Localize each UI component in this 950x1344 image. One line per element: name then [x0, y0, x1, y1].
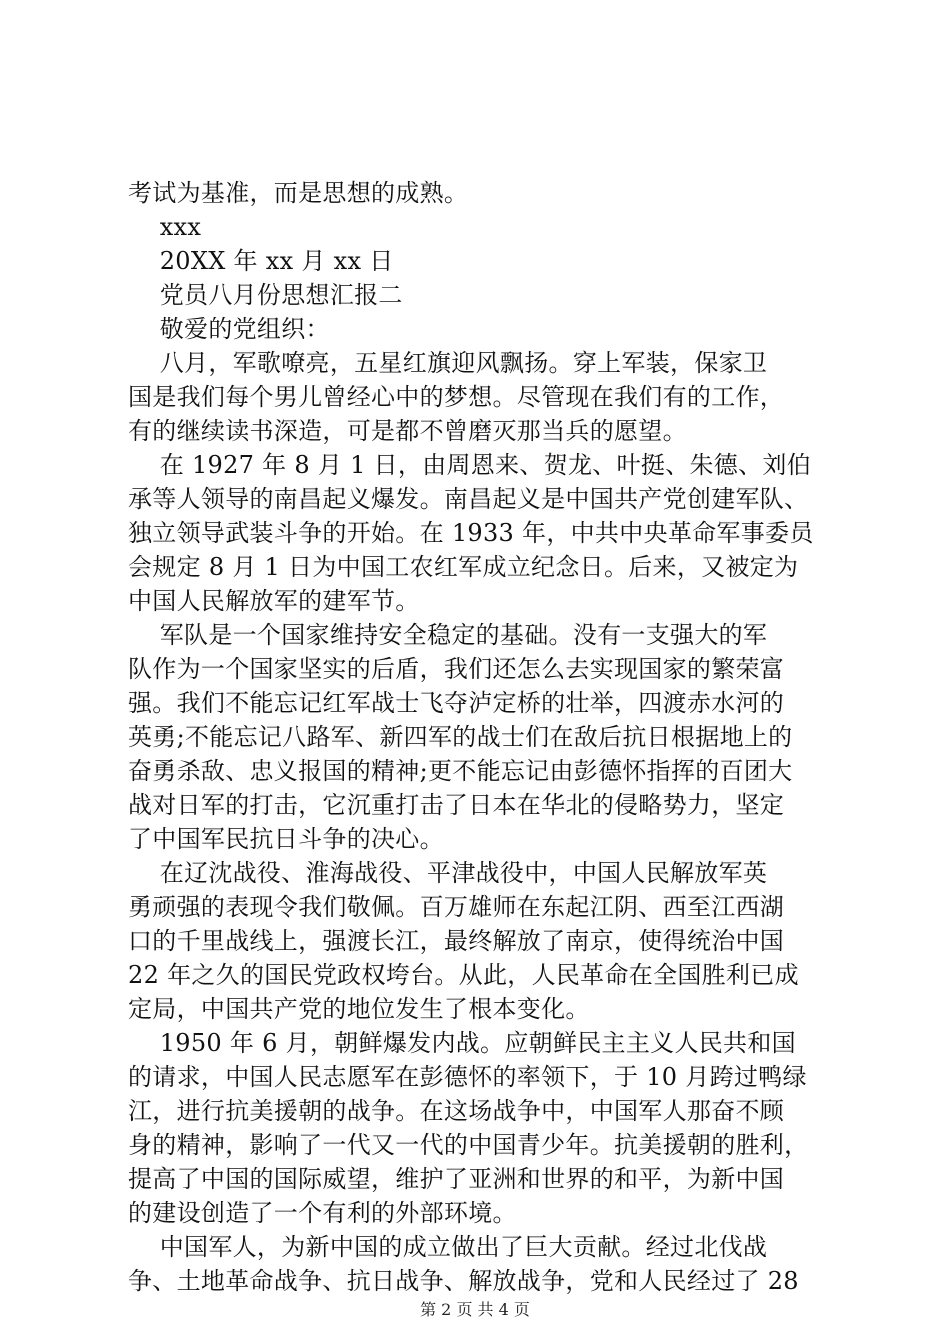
text-line: 考试为基准，而是思想的成熟。: [128, 179, 469, 207]
text-line: 独立领导武装斗争的开始。在 1933 年，中共中央革命军事委员: [128, 519, 814, 547]
text-line: 中国人民解放军的建军节。: [128, 587, 420, 615]
text-line: 党员八月份思想汇报二: [128, 281, 403, 309]
text-line: 奋勇杀敌、忠义报国的精神;更不能忘记由彭德怀指挥的百团大: [128, 757, 793, 785]
text-line: 军队是一个国家维持安全稳定的基础。没有一支强大的军: [128, 621, 768, 649]
text-line: 江，进行抗美援朝的战争。在这场战争中，中国军人那奋不顾: [128, 1097, 785, 1125]
text-line: 提高了中国的国际威望，维护了亚洲和世界的和平，为新中国: [128, 1165, 785, 1193]
text-line: 承等人领导的南昌起义爆发。南昌起义是中国共产党创建军队、: [128, 485, 809, 513]
text-line: 在 1927 年 8 月 1 日，由周恩来、贺龙、叶挺、朱德、刘伯: [128, 451, 812, 479]
text-line: 国是我们每个男儿曾经心中的梦想。尽管现在我们有的工作，: [128, 383, 785, 411]
text-line: 勇顽强的表现令我们敬佩。百万雄师在东起江阴、西至江西湖: [128, 893, 785, 921]
text-line: 战对日军的打击，它沉重打击了日本在华北的侵略势力，坚定: [128, 791, 785, 819]
text-line: xxx: [128, 213, 202, 241]
text-line: 在辽沈战役、淮海战役、平津战役中，中国人民解放军英: [128, 859, 768, 887]
text-line: 队作为一个国家坚实的后盾，我们还怎么去实现国家的繁荣富: [128, 655, 785, 683]
text-line: 敬爱的党组织：: [128, 315, 330, 343]
text-line: 八月，军歌嘹亮，五星红旗迎风飘扬。穿上军装，保家卫: [128, 349, 768, 377]
text-line: 20XX 年 xx 月 xx 日: [128, 247, 394, 275]
text-line: 英勇;不能忘记八路军、新四军的战士们在敌后抗日根据地上的: [128, 723, 793, 751]
text-line: 口的千里战线上，强渡长江，最终解放了南京，使得统治中国: [128, 927, 785, 955]
text-line: 了中国军民抗日斗争的决心。: [128, 825, 444, 853]
text-line: 定局，中国共产党的地位发生了根本变化。: [128, 995, 590, 1023]
text-line: 22 年之久的国民党政权垮台。从此，人民革命在全国胜利已成: [128, 961, 799, 989]
page-footer: 第 2 页 共 4 页: [420, 1300, 530, 1319]
document-body: [128, 176, 838, 1298]
text-line: 身的精神，影响了一代又一代的中国青少年。抗美援朝的胜利，: [128, 1131, 809, 1159]
text-line: 有的继续读书深造，可是都不曾磨灭那当兵的愿望。: [128, 417, 687, 445]
text-line: 的请求，中国人民志愿军在彭德怀的率领下，于 10 月跨过鸭绿: [128, 1063, 807, 1091]
text-line: 争、土地革命战争、抗日战争、解放战争，党和人民经过了 28: [128, 1267, 799, 1295]
text-line: 强。我们不能忘记红军战士飞夺泸定桥的壮举，四渡赤水河的: [128, 689, 785, 717]
text-line: 的建设创造了一个有利的外部环境。: [128, 1199, 517, 1227]
text-line: 中国军人，为新中国的成立做出了巨大贡献。经过北伐战: [128, 1233, 768, 1261]
text-line: 会规定 8 月 1 日为中国工农红军成立纪念日。后来，又被定为: [128, 553, 799, 581]
text-line: 1950 年 6 月，朝鲜爆发内战。应朝鲜民主主义人民共和国: [128, 1029, 796, 1057]
